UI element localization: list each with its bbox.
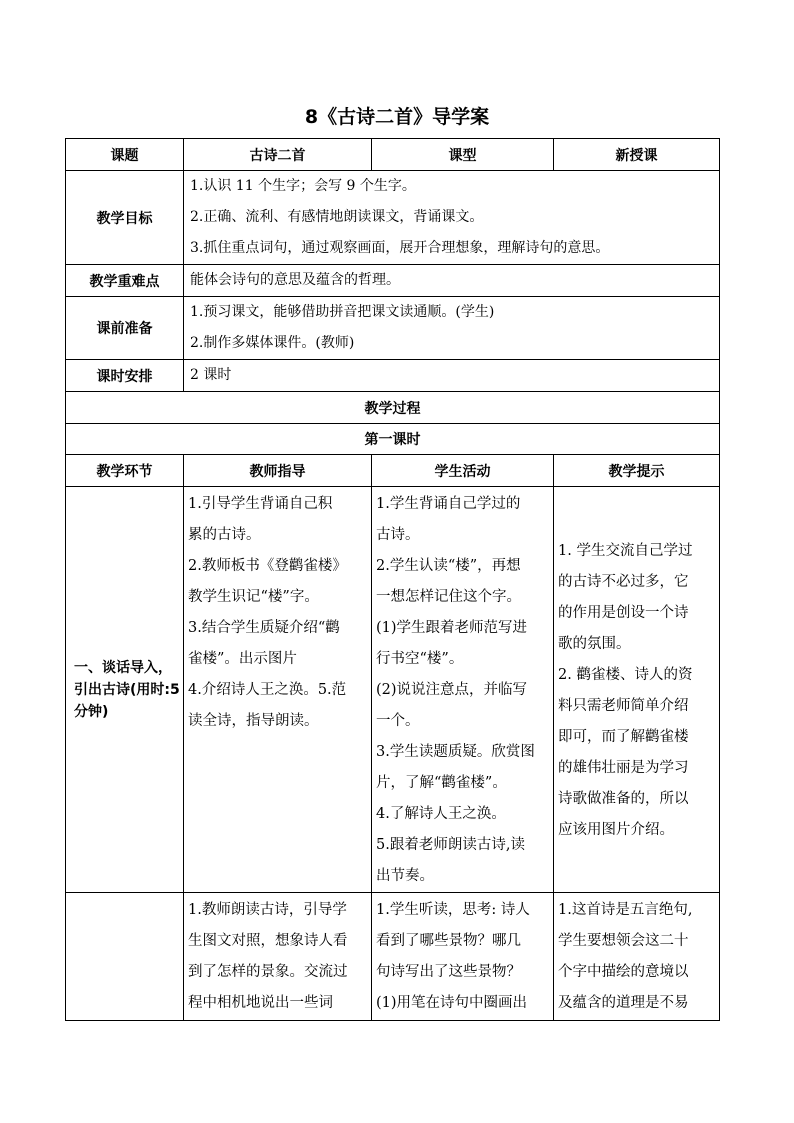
- column-header-row: [66, 455, 720, 487]
- tips-line: 的雄伟壮丽是为学习: [558, 759, 689, 776]
- preparation-item: 1.预习课文，能够借助拼音把课文读通顺。(学生): [190, 304, 495, 320]
- column-header-stage: 教学环节: [66, 455, 184, 487]
- student-line: 4.了解诗人王之涣。: [376, 806, 506, 822]
- tips-line: 的作用是创设一个诗: [558, 604, 689, 621]
- teacher-line: 1.教师朗读古诗，引导学: [188, 902, 347, 918]
- teacher-line: 3.结合学生质疑介绍“鹳: [188, 620, 340, 636]
- schedule-row: [66, 360, 720, 392]
- process-row: [66, 893, 720, 1021]
- goals-label: 教学目标: [66, 171, 184, 265]
- tips-line: 个字中描绘的意境以: [558, 964, 689, 980]
- tips-line: 学生要想领会这二十: [558, 933, 689, 949]
- goal-item: 3.抓住重点词句，通过观察画面，展开合理想象，理解诗句的意思。: [190, 240, 610, 256]
- student-cell: [372, 893, 554, 1021]
- schedule-value: 2 课时: [190, 367, 232, 383]
- student-line: 3.学生读题质疑。欣赏图: [376, 744, 535, 760]
- tips-cell: [554, 487, 720, 893]
- page-title: 8《古诗二首》导学案: [304, 106, 490, 128]
- teacher-line: 读全诗，指导朗读。: [188, 713, 319, 729]
- student-line: 片，了解“鹳雀楼”。: [376, 775, 507, 791]
- difficulty-label: 教学重难点: [66, 265, 184, 297]
- tips-cell: [554, 893, 720, 1021]
- preparation-row: [66, 297, 720, 360]
- lesson-plan-table: [65, 138, 720, 1021]
- student-line: 一想怎样记住这个字。: [376, 589, 521, 605]
- teacher-cell: [184, 487, 372, 893]
- student-line: 句诗写出了这些景物？: [376, 964, 521, 980]
- student-line: 出节奏。: [376, 868, 434, 884]
- topic-label: 课题: [66, 139, 184, 171]
- header-row: [66, 139, 720, 171]
- teacher-line: 程中相机地说出一些词: [188, 995, 333, 1011]
- tips-line: 即可，而了解鹳雀楼: [558, 728, 689, 745]
- goal-item: 1.认识 11 个生字；会写 9 个生字。: [190, 178, 416, 194]
- difficulty-row: [66, 265, 720, 297]
- schedule-label: 课时安排: [66, 360, 184, 392]
- goals-content: [184, 171, 720, 265]
- student-line: 古诗。: [376, 527, 420, 543]
- tips-line: 1. 学生交流自己学过: [558, 542, 693, 559]
- tips-line: 及蕴含的道理是不易: [558, 995, 689, 1011]
- column-header-teacher: 教师指导: [184, 455, 372, 487]
- process-title-row: [66, 392, 720, 424]
- topic-value: 古诗二首: [184, 139, 372, 171]
- teacher-line: 到了怎样的景象。交流过: [188, 964, 348, 980]
- tips-line: 料只需老师简单介绍: [558, 697, 689, 714]
- type-label: 课型: [372, 139, 554, 171]
- preparation-item: 2.制作多媒体课件。(教师): [190, 335, 355, 351]
- teacher-cell: [184, 893, 372, 1021]
- goal-item: 2.正确、流利、有感情地朗读课文，背诵课文。: [190, 209, 484, 225]
- teacher-line: 1.引导学生背诵自己积: [188, 496, 333, 512]
- student-line: (1)学生跟着老师范写进: [376, 620, 528, 636]
- preparation-label: 课前准备: [66, 297, 184, 360]
- tips-line: 诗歌做准备的，所以: [558, 790, 689, 807]
- process-row: [66, 487, 720, 893]
- goals-row: [66, 171, 720, 265]
- column-header-student: 学生活动: [372, 455, 554, 487]
- teacher-line: 4.介绍诗人王之涣。5.范: [188, 682, 347, 698]
- lesson-title: 第一课时: [66, 424, 720, 455]
- teacher-line: 教学生识记“楼”字。: [188, 589, 319, 605]
- student-cell: [372, 487, 554, 893]
- tips-line: 2. 鹳雀楼、诗人的资: [558, 666, 693, 683]
- tips-line: 歌的氛围。: [558, 635, 631, 652]
- student-line: 行书空“楼”。: [376, 651, 464, 667]
- student-line: (1)用笔在诗句中圈画出: [376, 995, 528, 1011]
- process-title: 教学过程: [66, 392, 720, 424]
- student-line: 5.跟着老师朗读古诗,读: [376, 837, 525, 853]
- teacher-line: 累的古诗。: [188, 527, 261, 543]
- lesson-title-row: [66, 424, 720, 455]
- type-value: 新授课: [554, 139, 720, 171]
- teacher-line: 2.教师板书《登鹳雀楼》: [188, 558, 347, 574]
- difficulty-value: 能体会诗句的意思及蕴含的哲理。: [190, 272, 400, 288]
- teacher-line: 生图文对照，想象诗人看: [188, 933, 348, 949]
- student-line: 看到了哪些景物？哪几: [376, 933, 521, 949]
- stage-cell: 一、谈话导入，引出古诗(用时:5 分钟): [66, 487, 184, 893]
- student-line: 1.学生背诵自己学过的: [376, 496, 521, 512]
- tips-line: 1.这首诗是五言绝句,: [558, 902, 693, 918]
- teacher-line: 雀楼”。出示图片: [188, 651, 297, 667]
- student-line: 1.学生听读，思考: 诗人: [376, 902, 530, 918]
- stage-cell: [66, 893, 184, 1021]
- student-line: (2)说说注意点，并临写: [376, 682, 528, 698]
- tips-line: 的古诗不必过多，它: [558, 573, 689, 590]
- column-header-tips: 教学提示: [554, 455, 720, 487]
- tips-line: 应该用图片介绍。: [558, 821, 674, 838]
- student-line: 一个。: [376, 713, 420, 729]
- student-line: 2.学生认读“楼”，再想: [376, 558, 521, 574]
